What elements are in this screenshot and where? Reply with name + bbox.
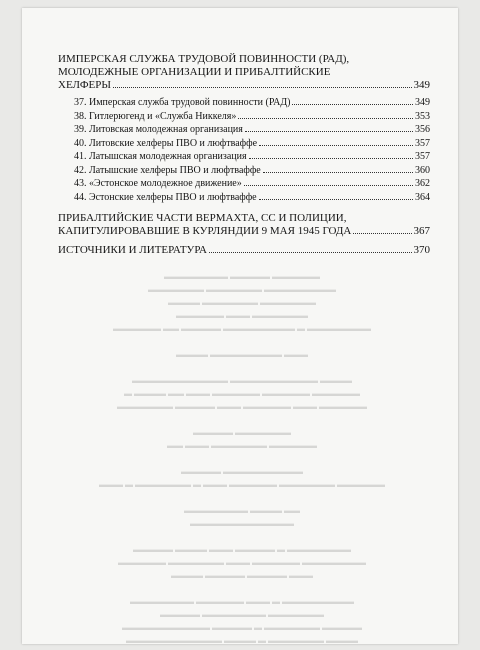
toc-item-list <box>58 96 430 204</box>
page-number: 356 <box>415 124 430 135</box>
dot-leader <box>263 171 413 173</box>
section-title-line: МОЛОДЕЖНЫЕ ОРГАНИЗАЦИИ И ПРИБАЛТИЙСКИЕ <box>58 66 331 78</box>
toc-item <box>74 191 430 205</box>
dot-leader <box>259 144 413 146</box>
page-number: 362 <box>415 178 430 189</box>
section-title-text: ХЕЛФЕРЫ <box>58 79 111 91</box>
section-title-last-line <box>58 244 430 257</box>
toc-item <box>74 177 430 191</box>
dot-leader <box>292 103 413 105</box>
dot-leader <box>244 184 413 186</box>
section-title-text: КАПИТУЛИРОВАВШИЕ В КУРЛЯНДИИ 9 МАЯ 1945 ГОДА <box>58 225 352 237</box>
dot-leader <box>113 86 412 88</box>
page-number: 357 <box>415 137 430 149</box>
page-number: 364 <box>415 191 430 203</box>
table-of-contents <box>58 53 430 257</box>
toc-section-sources <box>58 244 430 257</box>
toc-item-title: 39. Литовская молодежная организация <box>74 124 243 135</box>
toc-section-rad <box>58 53 430 92</box>
section-title-last-line <box>58 225 430 238</box>
section-title-line: ПРИБАЛТИЙСКИЕ ЧАСТИ ВЕРМАХТА, СС И ПОЛИЦИИ, <box>58 212 347 224</box>
page-number: 349 <box>413 79 430 91</box>
toc-item <box>74 96 430 110</box>
page-number: 353 <box>415 110 430 122</box>
dot-leader <box>238 117 413 119</box>
dot-leader <box>353 232 411 234</box>
section-title-line: ИМПЕРСКАЯ СЛУЖБА ТРУДОВОЙ ПОВИННОСТИ (РАД), <box>58 53 350 65</box>
page-number: 360 <box>415 164 430 176</box>
section-title-text: ИСТОЧНИКИ И ЛИТЕРАТУРА <box>58 244 207 256</box>
toc-item <box>74 164 430 178</box>
book-page <box>22 8 458 644</box>
toc-item <box>74 123 430 137</box>
toc-item-title: 40. Литовские хелферы ПВО и люфтваффе <box>74 137 258 149</box>
section-title-last-line <box>58 79 430 92</box>
page-number: 367 <box>413 225 430 237</box>
page-number: 370 <box>413 244 430 256</box>
toc-section-baltic-units <box>58 212 430 238</box>
toc-item-title: 38. Гитлерюгенд и «Служба Никкеля» <box>74 110 237 122</box>
dot-leader <box>259 198 413 200</box>
dot-leader <box>209 251 412 253</box>
page-number: 357 <box>415 151 430 162</box>
toc-item-title: 43. «Эстонское молодежное движение» <box>74 178 242 189</box>
toc-item <box>74 150 430 164</box>
page-number: 349 <box>415 97 430 108</box>
toc-item-title: 42. Латышские хелферы ПВО и люфтваффе <box>74 164 261 176</box>
toc-item <box>74 110 430 124</box>
reverse-side-bleed-through: ▬▬▬▬▬▬ ▬▬▬▬▬ ▬▬▬▬▬▬▬▬ ▬▬▬▬▬▬▬▬▬ ▬▬▬▬▬▬▬ ▬▬▬▬▬▬▬ ▬▬▬▬▬▬▬ ▬▬▬▬▬▬▬ ▬▬▬▬ ▬▬▬▬▬▬▬ ▬▬▬ ▬▬▬▬▬▬ ▬▬▬▬▬▬▬▬ ▬ ▬▬▬▬▬▬▬▬▬ ▬▬▬▬▬ ▬▬ ▬▬▬▬▬▬ ▬▬▬ ▬▬▬▬▬▬▬▬▬ ▬▬▬▬ ▬▬▬▬ ▬▬▬▬▬▬▬▬▬▬▬ ▬▬▬▬▬▬▬▬▬▬▬▬ ▬▬▬▬▬▬ ▬▬▬▬▬▬ ▬▬▬▬▬▬ ▬▬▬ ▬▬ ▬▬▬▬ ▬ ▬▬▬▬▬▬ ▬▬▬ ▬▬▬▬▬▬ ▬▬▬ ▬▬▬▬▬ ▬▬▬▬▬▬▬ ▬▬▬▬▬▬▬ ▬▬▬▬▬ ▬▬▬▬▬▬ ▬▬▬▬▬▬▬ ▬▬▬ ▬▬ ▬▬▬▬▬▬▬▬▬▬ ▬▬▬▬▬ ▬▬▬▬▬▬ ▬▬▬▬▬▬▬ ▬▬▬▬▬▬ ▬▬▬ ▬ ▬▬▬▬▬▬▬ ▬ ▬▬▬ ▬▬ ▬▬▬▬ ▬▬▬▬▬▬▬▬ ▬▬▬▬▬▬▬▬▬▬▬▬▬ ▬▬▬▬▬▬▬▬ ▬ ▬▬▬▬▬ ▬▬▬ ▬▬▬▬ ▬▬▬▬▬ ▬▬▬▬▬▬▬▬ ▬▬▬▬▬▬ ▬▬▬ ▬▬▬▬▬▬▬ ▬▬▬▬▬▬ ▬▬▬ ▬▬▬▬▬ ▬▬▬▬▬ ▬▬▬▬ ▬▬▬▬▬▬▬▬▬ ▬ ▬▬▬ ▬▬▬▬▬▬ ▬▬▬▬▬▬▬▬ ▬▬▬▬▬▬▬ ▬▬▬▬▬▬▬▬ ▬▬▬▬▬ ▬▬▬▬▬ ▬▬▬▬▬▬▬ ▬ ▬▬▬▬▬ ▬▬▬▬▬▬▬▬▬▬▬ ▬▬▬▬ ▬▬▬▬▬▬▬ ▬ ▬▬▬▬ ▬▬▬▬▬▬▬▬▬▬▬▬ <box>99 272 385 644</box>
toc-item-title: 41. Латышская молодежная организация <box>74 151 247 162</box>
toc-item <box>74 137 430 151</box>
dot-leader <box>245 130 413 132</box>
toc-item-title: 44. Эстонские хелферы ПВО и люфтваффе <box>74 191 257 203</box>
dot-leader <box>249 157 413 159</box>
toc-item-title: 37. Имперская служба трудовой повинности (РАД) <box>74 97 291 108</box>
